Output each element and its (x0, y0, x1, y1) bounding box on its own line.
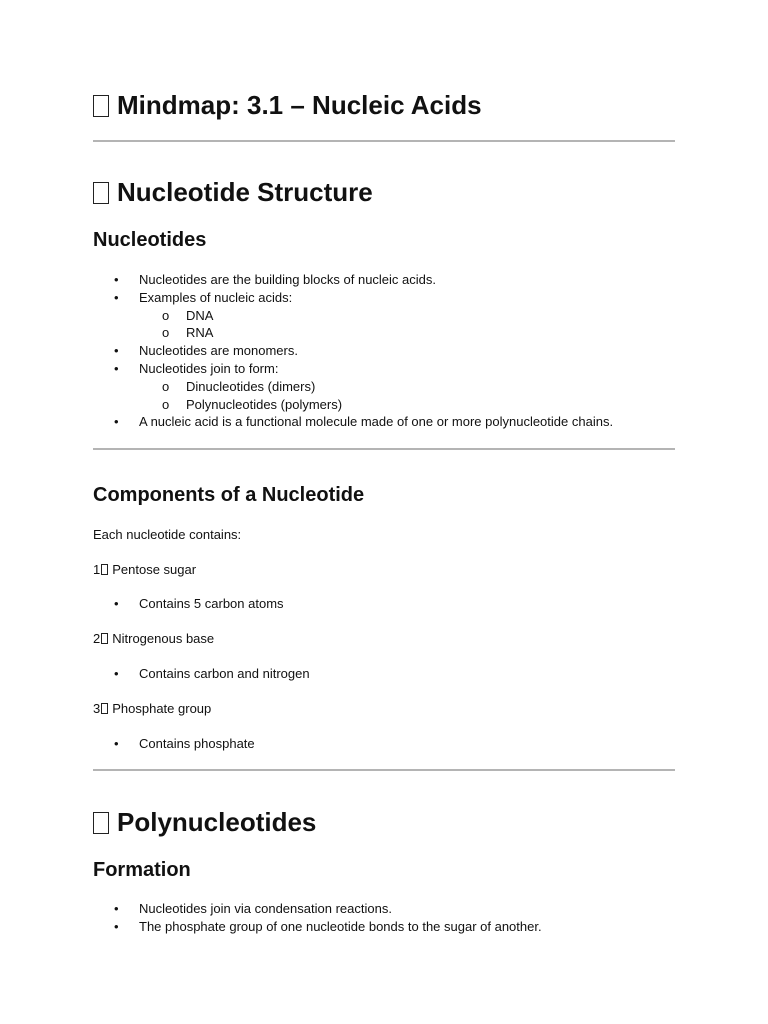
missing-keycap-icon (101, 564, 108, 575)
list-item: • Examples of nucleic acids: (93, 289, 675, 307)
list-item: • The phosphate group of one nucleotide bonds to the sugar of another. (93, 918, 675, 936)
list-item: • Nucleotides join to form: (93, 360, 675, 378)
divider (93, 769, 675, 771)
component-number: 1 (93, 562, 101, 577)
list-item: • Nucleotides join via condensation reactions. (93, 900, 675, 918)
component-label-text: Pentose sugar (112, 562, 197, 577)
missing-emoji-icon (93, 812, 109, 834)
section-heading-text: Polynucleotides (117, 807, 317, 837)
sub-list-item: o Polynucleotides (polymers) (93, 396, 675, 414)
component-label-3 (93, 700, 211, 717)
list-item: • Contains phosphate (93, 735, 675, 753)
nucleotides-list (93, 271, 675, 431)
component-label-text: Phosphate group (112, 701, 212, 716)
divider (93, 140, 675, 142)
page-title (93, 88, 482, 122)
components-intro: Each nucleotide contains: (93, 527, 242, 542)
section-heading-text: Nucleotide Structure (117, 177, 373, 207)
missing-emoji-icon (93, 182, 109, 204)
list-item: • Contains 5 carbon atoms (93, 595, 675, 613)
component-label-1 (93, 561, 196, 578)
list-item: • Nucleotides are monomers. (93, 342, 675, 360)
page-title-text: Mindmap: 3.1 – Nucleic Acids (117, 90, 482, 120)
sub-list-item: o DNA (93, 307, 675, 325)
subheading-formation: Formation (93, 859, 191, 881)
formation-list (93, 900, 675, 936)
component-label-text: Nitrogenous base (112, 631, 215, 646)
list-item: • Contains carbon and nitrogen (93, 665, 675, 683)
subheading-nucleotides: Nucleotides (93, 229, 207, 251)
subheading-components: Components of a Nucleotide (93, 484, 365, 506)
missing-keycap-icon (101, 633, 108, 644)
sub-list-item: o RNA (93, 324, 675, 342)
missing-emoji-icon (93, 95, 109, 117)
sub-list-item: o Dinucleotides (dimers) (93, 378, 675, 396)
component-detail-list (93, 595, 675, 613)
component-label-2 (93, 630, 214, 647)
section-heading-polynucleotides (93, 805, 316, 839)
component-number: 3 (93, 701, 101, 716)
section-heading-nucleotide-structure (93, 175, 373, 209)
missing-keycap-icon (101, 703, 108, 714)
divider (93, 448, 675, 450)
component-detail-list (93, 735, 675, 753)
list-item: • A nucleic acid is a functional molecule made of one or more polynucleotide chains. (93, 413, 675, 431)
list-item: • Nucleotides are the building blocks of nucleic acids. (93, 271, 675, 289)
component-number: 2 (93, 631, 101, 646)
component-detail-list (93, 665, 675, 683)
